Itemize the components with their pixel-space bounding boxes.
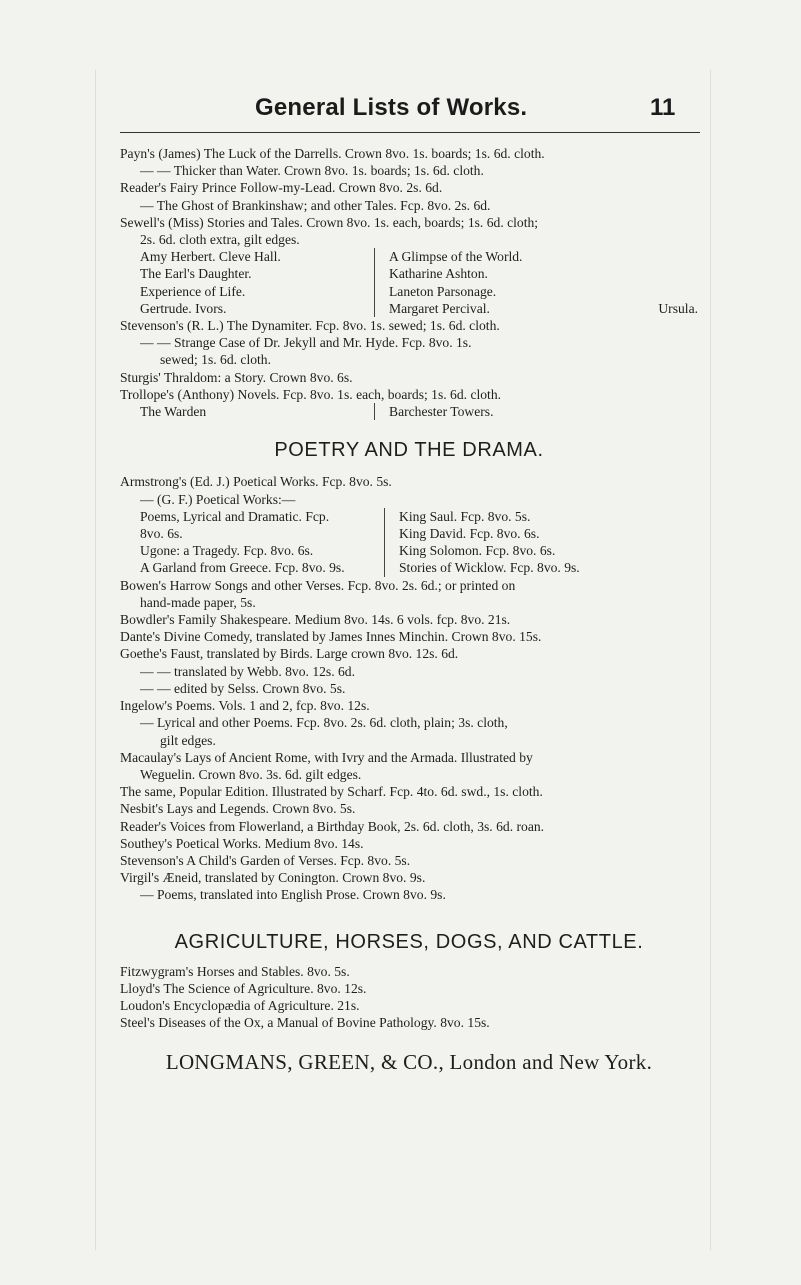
- entry-dante: Dante's Divine Comedy, translated by James Innes Minchin. Crown 8vo. 15s.: [120, 629, 542, 645]
- list-item: The Earl's Daughter.: [140, 266, 252, 282]
- page-edge-shadow: [710, 70, 711, 1250]
- entry-goethe-selss: — — edited by Selss. Crown 8vo. 5s.: [140, 680, 346, 696]
- list-item: Ugone: a Tragedy. Fcp. 8vo. 6s.: [140, 543, 314, 559]
- entry-ingelow-lyrical-continued: gilt edges.: [160, 732, 216, 748]
- list-item: Gertrude. Ivors.: [140, 300, 227, 316]
- entry-bowen: Bowen's Harrow Songs and other Verses. Fcp. 8vo. 2s. 6d.; or printed on: [120, 577, 516, 593]
- entry-sewell: Sewell's (Miss) Stories and Tales. Crown 8vo. 1s. each, boards; 1s. 6d. cloth;: [120, 214, 539, 230]
- list-item: 8vo. 6s.: [140, 526, 183, 542]
- catalogue-text: [120, 145, 698, 1074]
- sewell-titles-list: [140, 248, 698, 317]
- entry-ingelow-lyrical: — Lyrical and other Poems. Fcp. 8vo. 2s. 6d. cloth, plain; 3s. cloth,: [140, 715, 508, 731]
- list-item: Katharine Ashton.: [389, 266, 488, 282]
- page-edge-shadow: [95, 70, 96, 1250]
- list-item: Stories of Wicklow. Fcp. 8vo. 9s.: [399, 560, 580, 576]
- entry-goethe-webb: — — translated by Webb. 8vo. 12s. 6d.: [140, 663, 355, 679]
- list-item: Experience of Life.: [140, 283, 246, 299]
- running-head: General Lists of Works.: [255, 94, 528, 121]
- entry-stevenson-garden: Stevenson's A Child's Garden of Verses. Fcp. 8vo. 5s.: [120, 852, 411, 868]
- page-number: 11: [650, 94, 676, 121]
- entry-reader-ghost: — The Ghost of Brankinshaw; and other Tales. Fcp. 8vo. 2s. 6d.: [140, 197, 491, 213]
- list-item-title: Margaret Percival.: [389, 300, 490, 316]
- section-heading-poetry: POETRY AND THE DRAMA.: [274, 439, 544, 462]
- armstrong-works-left: [140, 508, 385, 577]
- list-item: Laneton Parsonage.: [389, 283, 497, 299]
- entry-sturgis: Sturgis' Thraldom: a Story. Crown 8vo. 6s.: [120, 369, 353, 385]
- entry-virgil-aeneid: Virgil's Æneid, translated by Conington. Crown 8vo. 9s.: [120, 870, 426, 886]
- entry-macaulay-continued: Weguelin. Crown 8vo. 3s. 6d. gilt edges.: [140, 766, 362, 782]
- list-item: [389, 300, 698, 317]
- entry-goethe-birds: Goethe's Faust, translated by Birds. Large crown 8vo. 12s. 6d.: [120, 646, 459, 662]
- list-item: The Warden: [140, 403, 375, 420]
- entry-stevenson-dynamiter: Stevenson's (R. L.) The Dynamiter. Fcp. 8vo. 1s. sewed; 1s. 6d. cloth.: [120, 318, 500, 334]
- entry-nesbit: Nesbit's Lays and Legends. Crown 8vo. 5s.: [120, 801, 356, 817]
- list-item: Barchester Towers.: [389, 404, 494, 420]
- entry-macaulay-popular: The same, Popular Edition. Illustrated by Scharf. Fcp. 4to. 6d. swd., 1s. cloth.: [120, 784, 543, 800]
- list-item: King Solomon. Fcp. 8vo. 6s.: [399, 543, 556, 559]
- entry-lloyd: Lloyd's The Science of Agriculture. 8vo. 12s.: [120, 980, 367, 996]
- entry-trollope: Trollope's (Anthony) Novels. Fcp. 8vo. 1s. each, boards; 1s. 6d. cloth.: [120, 386, 502, 402]
- entry-macaulay: Macaulay's Lays of Ancient Rome, with Ivry and the Armada. Illustrated by: [120, 749, 533, 765]
- entry-reader-fairy-prince: Reader's Fairy Prince Follow-my-Lead. Crown 8vo. 2s. 6d.: [120, 180, 443, 196]
- list-item: A Glimpse of the World.: [389, 249, 523, 265]
- list-item: A Garland from Greece. Fcp. 8vo. 9s.: [140, 560, 345, 576]
- entry-stevenson-jekyll: — — Strange Case of Dr. Jekyll and Mr. Hyde. Fcp. 8vo. 1s.: [140, 335, 472, 351]
- list-item-title: Ursula.: [658, 300, 698, 316]
- entry-virgil-poems: — Poems, translated into English Prose. Crown 8vo. 9s.: [140, 887, 446, 903]
- list-item: King David. Fcp. 8vo. 6s.: [399, 526, 540, 542]
- entry-bowen-continued: hand-made paper, 5s.: [140, 594, 256, 610]
- list-item: Poems, Lyrical and Dramatic. Fcp.: [140, 508, 330, 524]
- sewell-titles-left: [140, 248, 375, 317]
- publisher-imprint: LONGMANS, GREEN, & CO., London and New York.: [165, 1049, 653, 1074]
- entry-armstrong-gf: — (G. F.) Poetical Works:—: [140, 491, 296, 507]
- armstrong-works-right: [385, 508, 698, 577]
- sewell-titles-right: [375, 248, 698, 317]
- entry-sewell-continued: 2s. 6d. cloth extra, gilt edges.: [140, 232, 300, 248]
- entry-payn-thicker: — — Thicker than Water. Crown 8vo. 1s. boards; 1s. 6d. cloth.: [140, 163, 484, 179]
- armstrong-works-list: [140, 508, 698, 577]
- entry-stevenson-jekyll-continued: sewed; 1s. 6d. cloth.: [160, 352, 272, 368]
- entry-payn-luck: Payn's (James) The Luck of the Darrells. Crown 8vo. 1s. boards; 1s. 6d. cloth.: [120, 146, 545, 161]
- list-item: King Saul. Fcp. 8vo. 5s.: [399, 508, 531, 524]
- entry-loudon: Loudon's Encyclopædia of Agriculture. 21s.: [120, 998, 360, 1014]
- entry-ingelow-poems: Ingelow's Poems. Vols. 1 and 2, fcp. 8vo. 12s.: [120, 698, 370, 714]
- entry-bowdler: Bowdler's Family Shakespeare. Medium 8vo. 14s. 6 vols. fcp. 8vo. 21s.: [120, 612, 511, 628]
- section-heading-agriculture: AGRICULTURE, HORSES, DOGS, AND CATTLE.: [174, 930, 644, 953]
- entry-armstrong-ed: Armstrong's (Ed. J.) Poetical Works. Fcp. 8vo. 5s.: [120, 474, 392, 490]
- page-header: [120, 92, 700, 133]
- entry-fitzwygram: Fitzwygram's Horses and Stables. 8vo. 5s.: [120, 963, 350, 979]
- entry-steel: Steel's Diseases of the Ox, a Manual of Bovine Pathology. 8vo. 15s.: [120, 1015, 490, 1031]
- entry-southey: Southey's Poetical Works. Medium 8vo. 14s.: [120, 835, 364, 851]
- list-item: Amy Herbert. Cleve Hall.: [140, 249, 281, 265]
- entry-reader-voices: Reader's Voices from Flowerland, a Birthday Book, 2s. 6d. cloth, 3s. 6d. roan.: [120, 818, 545, 834]
- trollope-titles-list: [140, 403, 698, 420]
